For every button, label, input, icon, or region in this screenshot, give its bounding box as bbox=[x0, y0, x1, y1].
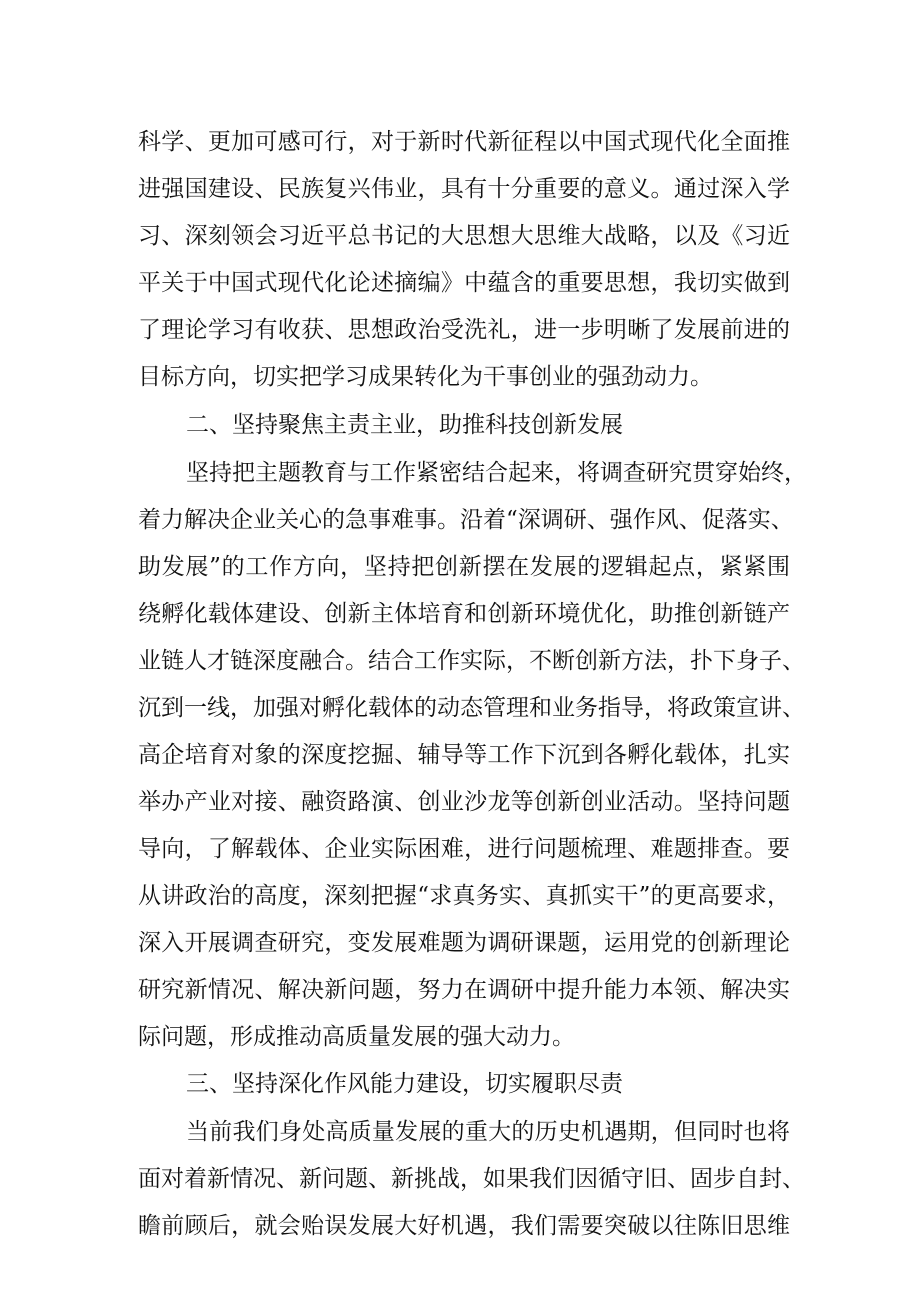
paragraph-3-line: 面对着新情况、新问题、新挑战，如果我们因循守旧、固步自封、 bbox=[138, 1166, 805, 1192]
paragraph-2-line: 坚持把主题教育与工作紧密结合起来，将调查研究贯穿始终， bbox=[186, 460, 807, 486]
paragraph-2-line: 从讲政治的高度，深刻把握“求真务实、真抓实干”的更高要求， bbox=[138, 883, 790, 909]
paragraph-1-line: 平关于中国式现代化论述摘编》中蕴含的重要思想，我切实做到 bbox=[138, 270, 790, 296]
paragraph-2-line: 际问题，形成推动高质量发展的强大动力。 bbox=[138, 1024, 575, 1050]
paragraph-2-line: 高企培育对象的深度挖掘、辅导等工作下沉到各孵化载体，扎实 bbox=[138, 742, 790, 768]
paragraph-1-line: 目标方向，切实把学习成果转化为干事创业的强劲动力。 bbox=[138, 364, 713, 390]
paragraph-2-line: 业链人才链深度融合。结合工作实际，不断创新方法，扑下身子、 bbox=[138, 648, 805, 674]
section-heading-2: 二、坚持聚焦主责主业，助推科技创新发展 bbox=[186, 412, 623, 438]
paragraph-2-line: 助发展”的工作方向，坚持把创新摆在发展的逻辑起点，紧紧围 bbox=[138, 554, 790, 580]
paragraph-1-line: 了理论学习有收获、思想政治受洗礼，进一步明晰了发展前进的 bbox=[138, 317, 790, 343]
paragraph-2-line: 深入开展调查研究，变发展难题为调研课题，运用党的创新理论 bbox=[138, 930, 790, 956]
paragraph-1-line: 习、深刻领会习近平总书记的大思想大思维大战略，以及《习近 bbox=[138, 223, 790, 249]
paragraph-2-line: 着力解决企业关心的急事难事。沿着“深调研、强作风、促落实、 bbox=[138, 507, 794, 533]
paragraph-3-line: 瞻前顾后，就会贻误发展大好机遇，我们需要突破以往陈旧思维 bbox=[138, 1213, 790, 1239]
section-heading-3: 三、坚持深化作风能力建设，切实履职尽责 bbox=[186, 1071, 623, 1097]
paragraph-2-line: 研究新情况、解决新问题，努力在调研中提升能力本领、解决实 bbox=[138, 977, 790, 1003]
paragraph-2-line: 绕孵化载体建设、创新主体培育和创新环境优化，助推创新链产 bbox=[138, 601, 790, 627]
paragraph-1-line: 进强国建设、民族复兴伟业，具有十分重要的意义。通过深入学 bbox=[138, 176, 790, 202]
paragraph-2-line: 导向，了解载体、企业实际困难，进行问题梳理、难题排查。要 bbox=[138, 836, 790, 862]
paragraph-2-line: 举办产业对接、融资路演、创业沙龙等创新创业活动。坚持问题 bbox=[138, 789, 790, 815]
paragraph-1-line: 科学、更加可感可行，对于新时代新征程以中国式现代化全面推 bbox=[138, 129, 790, 155]
paragraph-3-line: 当前我们身处高质量发展的重大的历史机遇期，但同时也将 bbox=[186, 1119, 790, 1145]
paragraph-2-line: 沉到一线，加强对孵化载体的动态管理和业务指导，将政策宣讲、 bbox=[138, 695, 805, 721]
